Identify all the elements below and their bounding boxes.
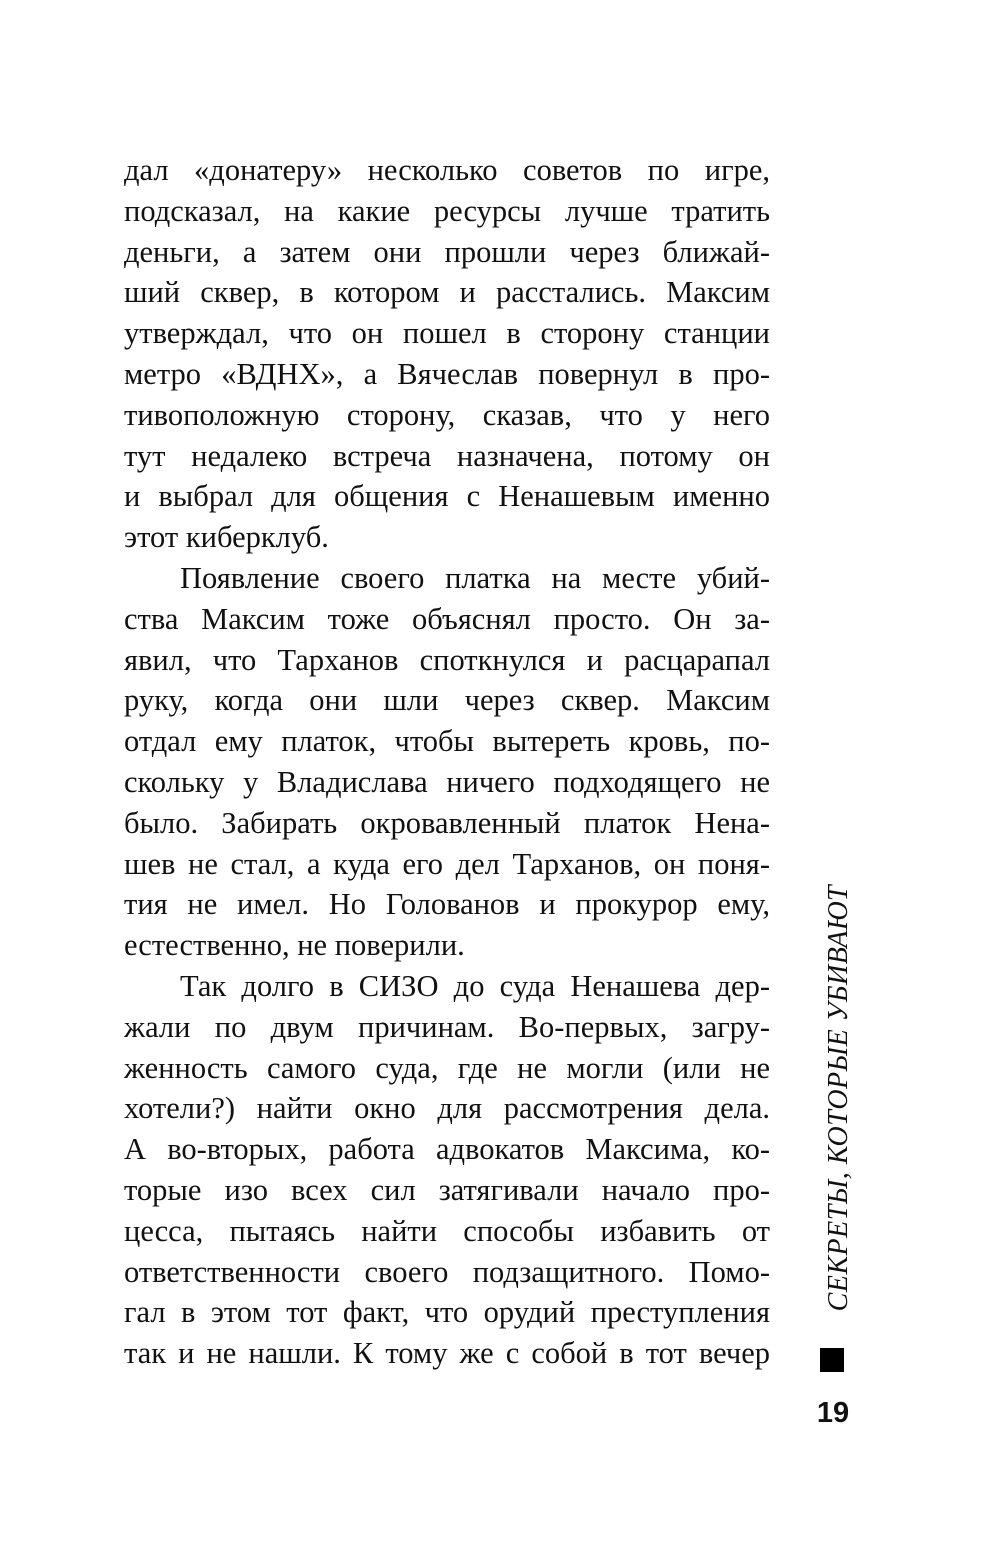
text-line: деньги, а затем они прошли через ближай- [124,234,770,269]
body-text [124,150,770,1374]
text-line: шев не стал, а куда его дел Тарханов, он поня- [124,846,770,881]
text-line: гал в этом тот факт, что орудий преступления [124,1295,770,1330]
text-line: было. Забирать окровавленный платок Нена- [124,805,770,840]
text-line: ответственности своего подзащитного. Помо- [124,1254,770,1289]
text-line: цесса, пытаясь найти способы избавить от [124,1213,770,1248]
running-head [817,885,861,1345]
text-line: Так долго в СИЗО до суда Ненашева дер- [180,968,770,1003]
text-line: этот киберклуб. [124,520,329,555]
text-line: Появление своего платка на месте убий- [180,560,770,595]
text-line: скольку у Владислава ничего подходящего не [124,764,770,799]
text-line: и выбрал для общения с Ненашевым именно [124,479,770,514]
text-line: утверждал, что он пошел в сторону станции [124,316,770,351]
text-line: ший сквер, в котором и расстались. Максим [124,275,770,310]
page-number: 19 [816,1397,850,1429]
text-line: дал «донатеру» несколько советов по игре, [124,153,770,187]
text-line: ства Максим тоже объяснял просто. Он за- [124,601,770,636]
text-line: метро «ВДНХ», а Вячеслав повернул в про- [124,356,770,391]
text-line: явил, что Тарханов споткнулся и расцарапал [124,642,770,677]
text-line: тия не имел. Но Голованов и прокурор ему, [124,887,770,922]
text-line: жали по двум причинам. Во-первых, загру- [124,1009,770,1044]
text-line: естественно, не поверили. [124,928,465,963]
running-head-title: СЕКРЕТЫ, КОТОРЫЕ УБИВАЮТ [823,885,854,1312]
text-line: торые изо всех сил затягивали начало про- [124,1172,770,1207]
square-marker-icon [820,1348,844,1372]
text-line: тут недалеко встреча назначена, потому он [124,438,770,473]
text-line: тивоположную сторону, сказав, что у него [124,397,770,432]
text-line: хотели?) найти окно для рассмотрения дела. [124,1091,770,1126]
text-line: подсказал, на какие ресурсы лучше тратить [124,193,770,228]
text-line: руку, когда они шли через сквер. Максим [124,683,770,718]
text-line: А во-вторых, работа адвокатов Максима, ко- [124,1132,770,1167]
text-line: так и не нашли. К тому же с собой в тот вечер [124,1336,770,1371]
text-line: женность самого суда, где не могли (или не [124,1050,770,1085]
text-line: отдал ему платок, чтобы вытереть кровь, по- [124,724,770,759]
